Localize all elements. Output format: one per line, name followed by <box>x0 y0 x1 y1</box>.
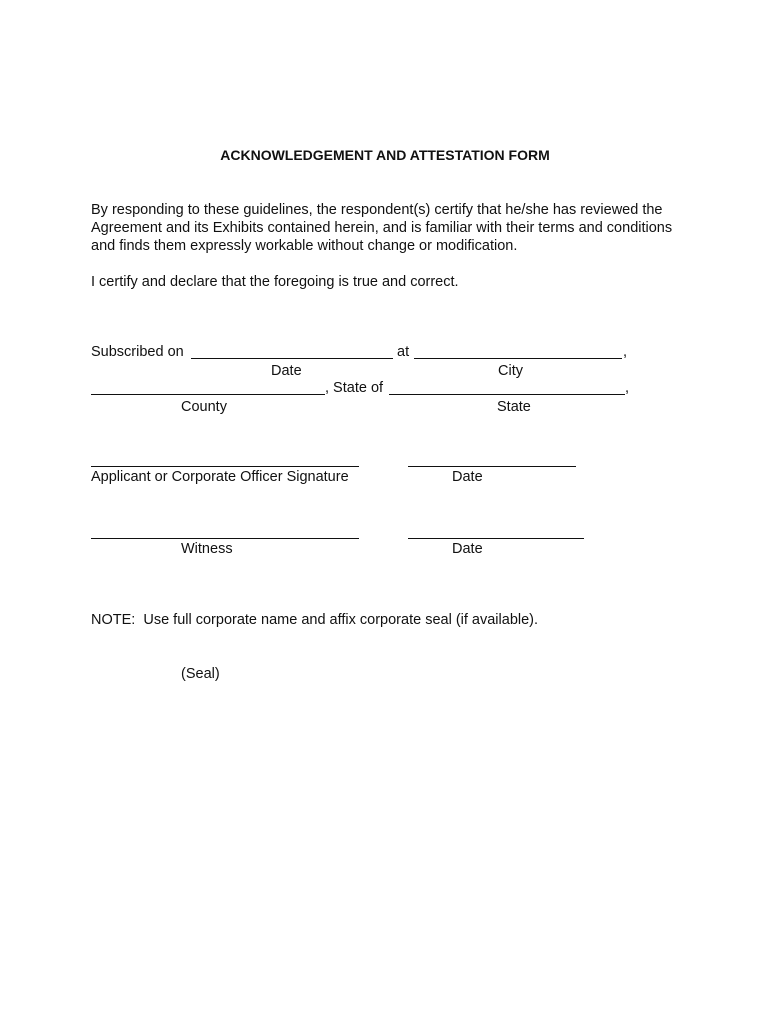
applicant-signature-caption: Applicant or Corporate Officer Signature <box>91 469 349 485</box>
certify-statement: I certify and declare that the foregoing is true and correct. <box>91 274 459 290</box>
state-caption: State <box>497 399 531 415</box>
county-blank-line[interactable] <box>91 394 325 395</box>
signature-date-line-1[interactable] <box>408 466 576 467</box>
state-blank-line[interactable] <box>389 394 625 395</box>
subscribed-label: Subscribed on <box>91 344 184 360</box>
date-blank-line[interactable] <box>191 358 393 359</box>
date-caption: Date <box>271 363 302 379</box>
note-text: NOTE: Use full corporate name and affix corporate seal (if available). <box>91 612 539 628</box>
signature-date-line-2[interactable] <box>408 538 584 539</box>
city-blank-line[interactable] <box>414 358 622 359</box>
seal-label: (Seal) <box>181 666 220 682</box>
intro-paragraph: By responding to these guidelines, the respondent(s) certify that he/she has reviewed the Agreement and its Exhibits contained herein, and is familiar with their terms and conditions and finds them expressly workable without change or modification. <box>91 202 673 254</box>
state-of-label: , State of <box>325 380 384 396</box>
county-caption: County <box>181 399 227 415</box>
signature-date-caption-2: Date <box>452 541 483 557</box>
at-label: at <box>397 344 410 360</box>
witness-signature-line[interactable] <box>91 538 359 539</box>
signature-date-caption-1: Date <box>452 469 483 485</box>
form-title: ACKNOWLEDGEMENT AND ATTESTATION FORM <box>220 147 550 163</box>
witness-caption: Witness <box>181 541 233 557</box>
applicant-signature-line[interactable] <box>91 466 359 467</box>
comma-2: , <box>625 380 630 396</box>
city-caption: City <box>498 363 523 379</box>
comma-1: , <box>623 344 628 360</box>
